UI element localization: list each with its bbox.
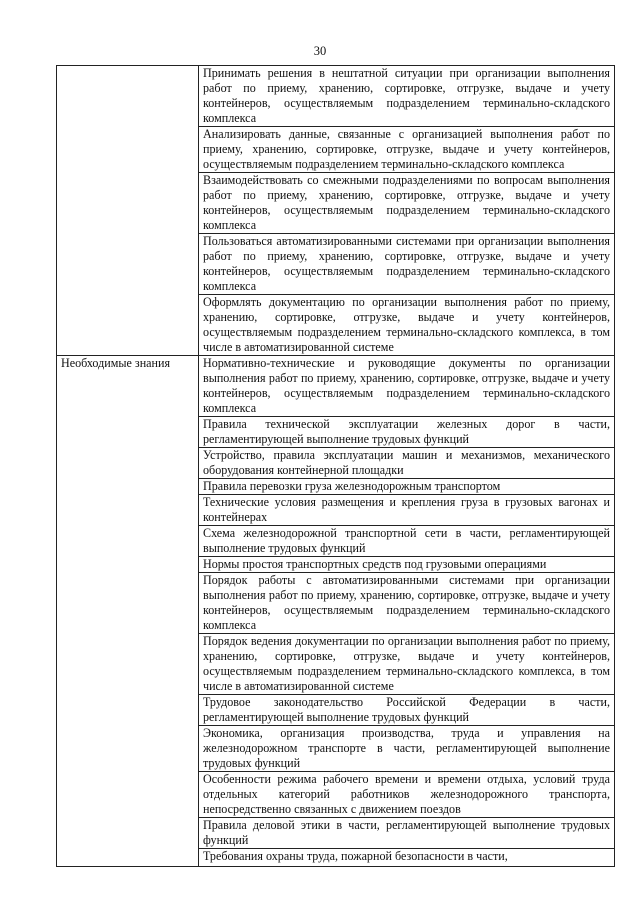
table-cell: Правила технической эксплуатации железных дорог в части, регламентирующей выполнение трудовых функций (199, 417, 615, 448)
table-cell: Порядок работы с автоматизированными системами при организации выполнения работ по приему, хранению, сортировке, отгрузке, выдаче и учету контейнеров, осуществляемым подразделением терминально-складского комплекса (199, 573, 615, 634)
table-cell: Оформлять документацию по организации выполнения работ по приему, хранению, сортировке, отгрузке, выдаче и учету контейнеров, осуществляемым подразделением терминально-складского комплекса, в том числе в автоматизированной системе (199, 295, 615, 356)
page-number: 30 (313, 44, 327, 58)
table-cell: Правила деловой этики в части, регламентирующей выполнение трудовых функций (199, 818, 615, 849)
row-label-skills (57, 66, 199, 356)
table-cell: Особенности режима рабочего времени и времени отдыха, условий труда отдельных категорий работников железнодорожного транспорта, непосредственно связанных с движением поездов (199, 772, 615, 818)
table-row (57, 356, 615, 417)
table-cell: Трудовое законодательство Российской Федерации в части, регламентирующей выполнение трудовых функций (199, 695, 615, 726)
table-cell: Устройство, правила эксплуатации машин и механизмов, механического оборудования контейнерной площадки (199, 448, 615, 479)
table-cell: Принимать решения в нештатной ситуации при организации выполнения работ по приему, хранению, сортировке, отгрузке, выдаче и учету контейнеров, осуществляемым подразделением терминально-складского комплекса (199, 66, 615, 127)
table-cell: Нормативно-технические и руководящие документы по организации выполнения работ по приему, хранению, сортировке, отгрузке, выдаче и учету контейнеров, осуществляемым подразделением терминально-складского комплекса (199, 356, 615, 417)
table-cell: Технические условия размещения и крепления груза в грузовых вагонах и контейнерах (199, 495, 615, 526)
table-cell: Пользоваться автоматизированными системами при организации выполнения работ по приему, хранению, сортировке, отгрузке, выдаче и учету контейнеров, осуществляемым подразделением терминально-складского комплекса (199, 234, 615, 295)
table-row (57, 66, 615, 127)
table-cell: Порядок ведения документации по организации выполнения работ по приему, хранению, сортировке, отгрузке, выдаче и учету контейнеров, осуществляемым подразделением терминально-складского комплекса, в том числе в автоматизированной системе (199, 634, 615, 695)
table-cell: Схема железнодорожной транспортной сети в части, регламентирующей выполнение трудовых функций (199, 526, 615, 557)
row-label-knowledge: Необходимые знания (57, 356, 199, 867)
table-cell: Взаимодействовать со смежными подразделениями по вопросам выполнения работ по приему, хранению, сортировке, отгрузке, выдаче и учету контейнеров, осуществляемым подразделением терминально-складского комплекса (199, 173, 615, 234)
table-cell: Анализировать данные, связанные с организацией выполнения работ по приему, хранению, сортировке, отгрузке, выдаче и учету контейнеров, осуществляемым подразделением терминально-складского комплекса (199, 127, 615, 173)
competency-table (56, 65, 615, 867)
table-cell: Требования охраны труда, пожарной безопасности в части, (199, 849, 615, 867)
table-cell: Правила перевозки груза железнодорожным транспортом (199, 479, 615, 495)
table-cell: Нормы простоя транспортных средств под грузовыми операциями (199, 557, 615, 573)
table-cell: Экономика, организация производства, труда и управления на железнодорожном транспорте в части, регламентирующей выполнение трудовых функций (199, 726, 615, 772)
